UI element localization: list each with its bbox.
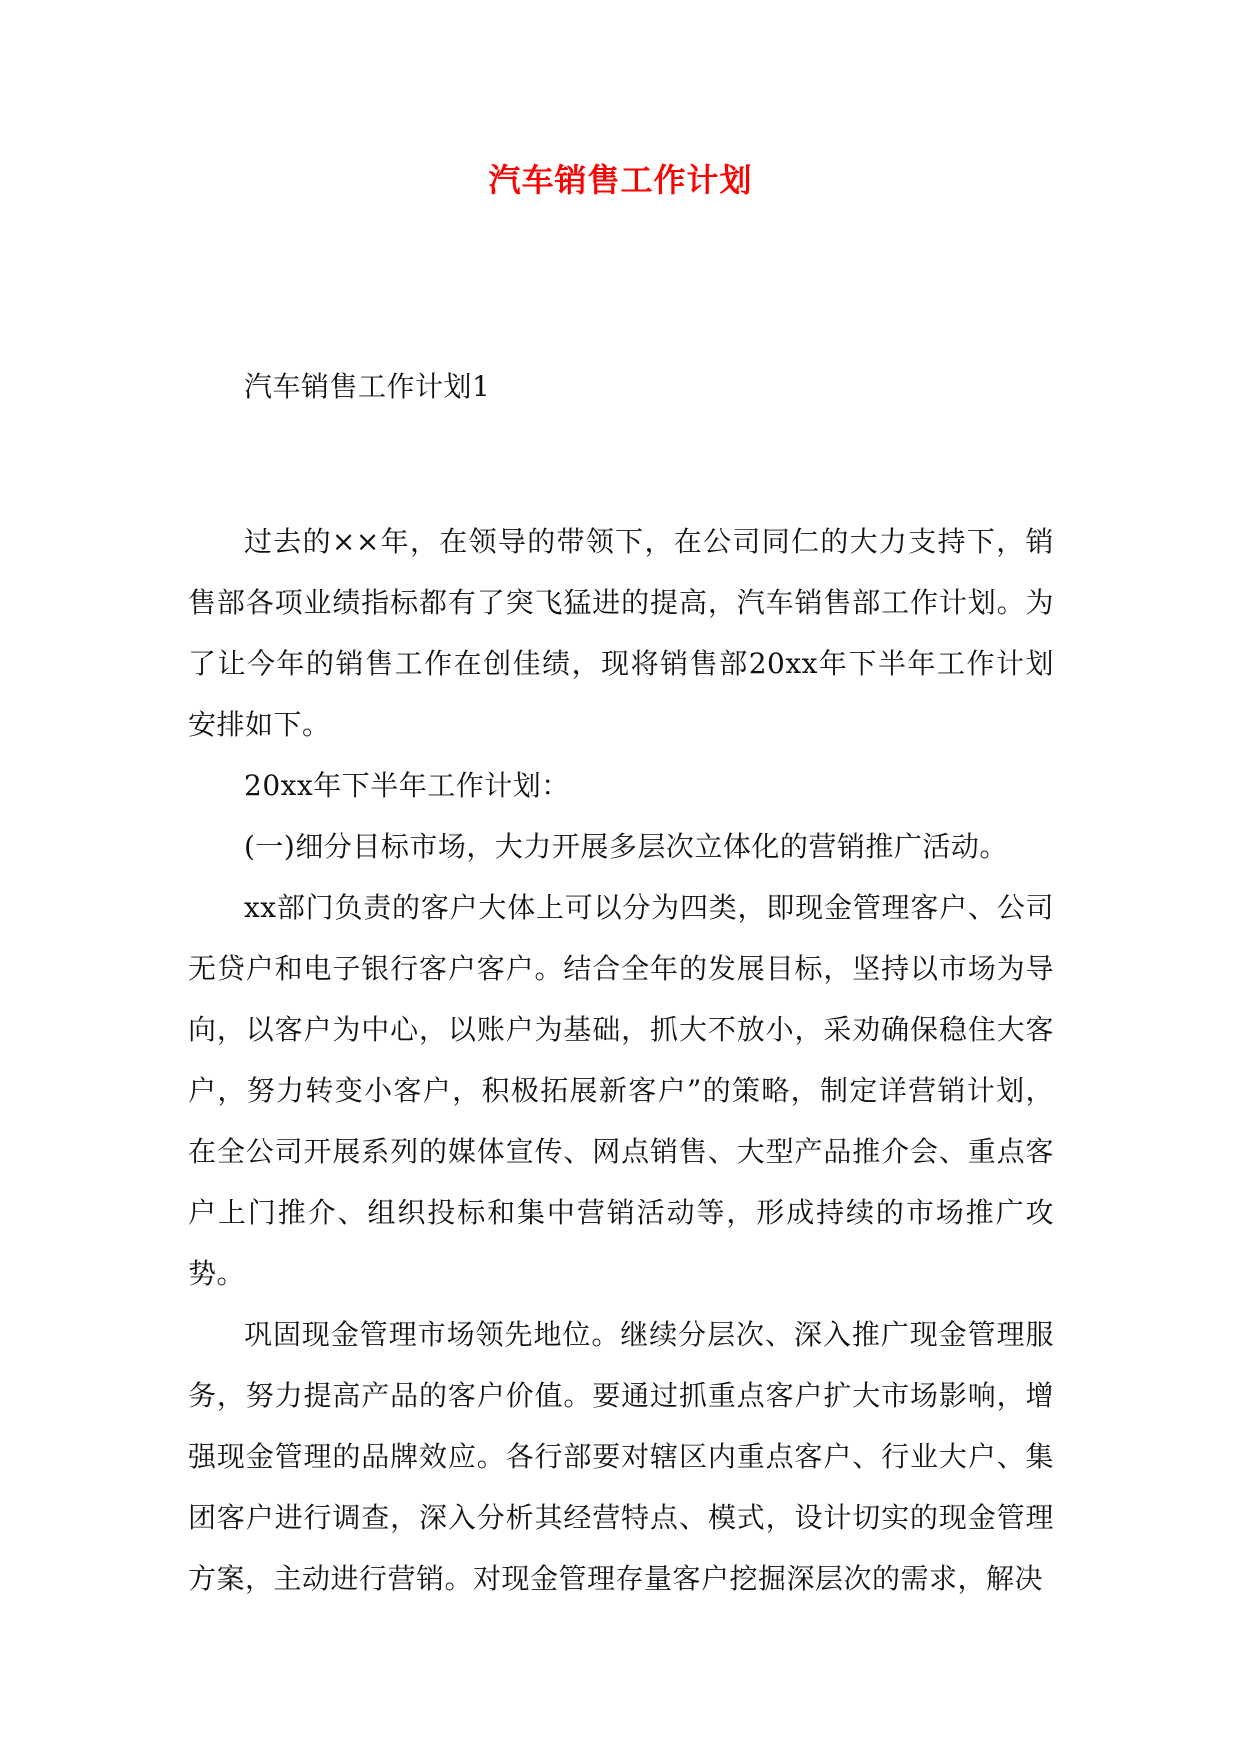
document-title: 汽车销售工作计划	[488, 161, 753, 199]
section-heading: 汽车销售工作计划1	[244, 370, 491, 403]
paragraph-plan-heading: 20xx年下半年工作计划：	[244, 769, 570, 802]
paragraph-customer-strategy: xx部门负责的客户大体上可以分为四类，即现金管理客户、公司无贷户和电子银行客户客户。结合全年的发展目标，坚持以市场为导向，以客户为中心，以账户为基础，抓大不放小，采劝确保稳住大客户，努力转变小客户，积极拓展新客户”的策略，制定详营销计划，在全公司开展系列的媒体宣传、网点销售、大型产品推介会、重点客户上门推介、组织投标和集中营销活动等，形成持续的市场推广攻势。	[188, 891, 1054, 1290]
document-body	[188, 356, 1054, 1609]
paragraph-cash-management: 巩固现金管理市场领先地位。继续分层次、深入推广现金管理服务，努力提高产品的客户价值。要通过抓重点客户扩大市场影响，增强现金管理的品牌效应。各行部要对辖区内重点客户、行业大户、集团客户进行调查，深入分析其经营特点、模式，设计切实的现金管理方案，主动进行营销。对现金管理存量客户挖掘深层次的需求，解决	[188, 1318, 1054, 1595]
paragraph-intro: 过去的××年，在领导的带领下，在公司同仁的大力支持下，销售部各项业绩指标都有了突飞猛进的提高，汽车销售部工作计划。为了让今年的销售工作在创佳绩，现将销售部20xx年下半年工作计划安排如下。	[188, 525, 1054, 741]
paragraph-subheading-one: (一)细分目标市场，大力开展多层次立体化的营销推广活动。	[244, 830, 1008, 863]
